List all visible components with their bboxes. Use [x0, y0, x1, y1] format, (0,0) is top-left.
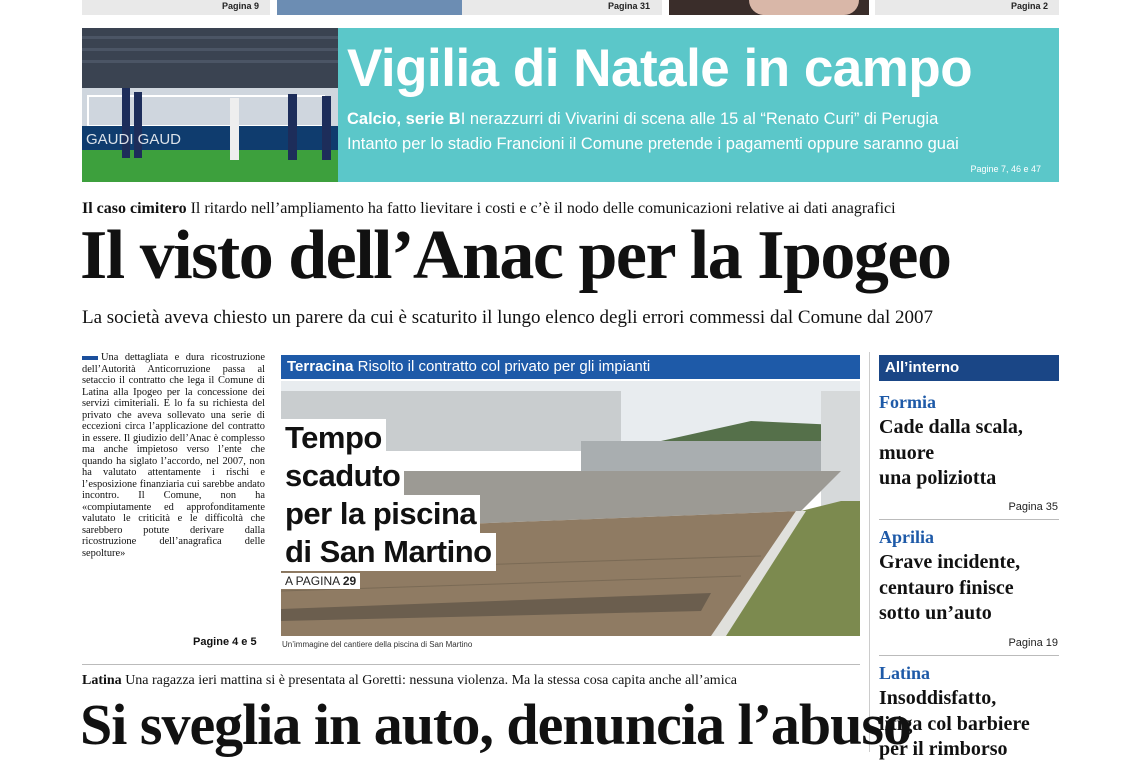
main-headline[interactable]: Il visto dell’Anac per la Ipogeo	[80, 217, 951, 294]
banner-pages: Pagine 7, 46 e 47	[970, 164, 1041, 174]
banner-line-1	[347, 110, 938, 129]
main-kicker-label: Il caso cimitero	[82, 200, 187, 217]
banner-text-1: I nerazzurri di Vivarini di scena alle 15 al “Renato Curi” di Perugia	[460, 110, 939, 128]
bottom-kicker-label: Latina	[82, 673, 122, 688]
photo-caption: Un’immagine del cantiere della piscina di San Martino	[282, 640, 473, 649]
photo-title-line-2: scaduto	[281, 457, 404, 495]
photo-ref-page: 29	[342, 574, 357, 588]
sidebar-page-formia: Pagina 35	[1008, 501, 1058, 513]
sidebar-line: muore	[879, 441, 935, 464]
photo-page-ref[interactable]	[281, 573, 360, 589]
photo-story-kicker-text: Risolto il contratto col privato per gli impianti	[357, 358, 651, 375]
top-teaser-1[interactable]	[82, 0, 270, 15]
sidebar-story-formia[interactable]	[879, 415, 1064, 492]
photo-title-line-4: di San Martino	[281, 533, 496, 571]
top-teaser-page: Pagina 31	[608, 1, 651, 11]
bottom-kicker-text: Una ragazza ieri mattina si è presentata al Goretti: nessuna violenza. Ma la stessa cosa capita anche all’amica	[125, 673, 738, 688]
photo-story-kicker	[281, 355, 860, 379]
sidebar-header: All’interno	[879, 355, 1059, 381]
sidebar-line: per il rimborso	[879, 738, 1008, 760]
photo-title-line-3: per la piscina	[281, 495, 480, 533]
sidebar-city-aprilia: Aprilia	[879, 527, 935, 547]
sidebar-line: Grave incidente,	[879, 551, 1021, 573]
main-body: Una dettagliata e dura ricostruzione dell’Autorità Anticorruzione passa al setaccio il contratto che lega il Comune di Latina alla Ipogeo per la concessione dei servizi cimiteriali. E lo fa su richiesta del privato che aveva sollevato una serie di eccezioni circa l’applicazione del contratto in essere. Il giudizio dell’Anac è complesso ma anche impietoso verso l’ente che quando ha siglato l’accordo, nel 2007, non ha valutato attentamente i rischi e l’esposizione finanziaria cui sarebbe andato incontro. Il Comune, non ha «compiutamente ed approfonditamente valutato le criticità e le difficoltà che sarebbero potute derivare dalla ricostruzione dell’anagrafica delle sepolture»	[82, 352, 265, 559]
sports-banner[interactable]	[82, 28, 1059, 182]
top-teaser-page: Pagina 9	[222, 1, 260, 11]
main-pages[interactable]: Pagine 4 e 5	[193, 636, 257, 648]
sidebar-city-formia: Formia	[879, 392, 936, 412]
banner-line-2: Intanto per lo stadio Francioni il Comune pretende i pagamenti oppure saranno guai	[347, 135, 959, 153]
svg-text:GAUDI GAUD: GAUDI GAUD	[86, 131, 182, 148]
main-kicker-text: Il ritardo nell’ampliamento ha fatto lievitare i costi e c’è il nodo delle comunicazioni relative ai dati anagrafici	[190, 200, 896, 217]
bottom-kicker	[82, 673, 737, 689]
football-scene-image	[82, 28, 338, 182]
photo-title-line-1: Tempo	[281, 419, 386, 457]
top-teaser-image[interactable]	[669, 0, 869, 15]
sidebar-line: litiga col barbiere	[879, 712, 1030, 735]
top-teaser-image[interactable]	[277, 0, 462, 15]
photo-story-kicker-label: Terracina	[287, 358, 354, 375]
sidebar-line: Cade dalla scala,	[879, 416, 1023, 438]
sidebar-divider	[879, 519, 1059, 520]
main-body-text	[82, 352, 265, 559]
sidebar-line: una poliziotta	[879, 467, 997, 489]
football-photo	[82, 28, 338, 182]
banner-title: Vigilia di Natale in campo	[347, 39, 973, 98]
sidebar-city-latina: Latina	[879, 663, 931, 683]
top-strip	[0, 0, 1140, 18]
sidebar-story-aprilia[interactable]	[879, 550, 1064, 627]
banner-kicker: Calcio, serie B	[347, 110, 461, 128]
top-teaser-page: Pagina 2	[1011, 1, 1049, 11]
sidebar-line: Insoddisfatto,	[879, 687, 997, 709]
paragraph-marker-icon	[82, 356, 98, 360]
top-teaser-3[interactable]	[875, 0, 1059, 15]
pool-photo[interactable]	[281, 381, 860, 636]
main-subhead: La società aveva chiesto un parere da cui è scaturito il lungo elenco degli errori commessi dal Comune dal 2007	[82, 307, 934, 328]
bottom-divider	[82, 664, 860, 665]
top-teaser-2[interactable]	[462, 0, 662, 15]
photo-ref-label: A PAGINA	[285, 574, 340, 588]
sidebar-page-aprilia: Pagina 19	[1008, 637, 1058, 649]
sidebar-line: sotto un’auto	[879, 602, 992, 624]
sidebar-divider	[879, 655, 1059, 656]
bottom-headline[interactable]: Si sveglia in auto, denuncia l’abuso	[80, 692, 911, 757]
sidebar-line: centauro finisce	[879, 576, 1014, 599]
